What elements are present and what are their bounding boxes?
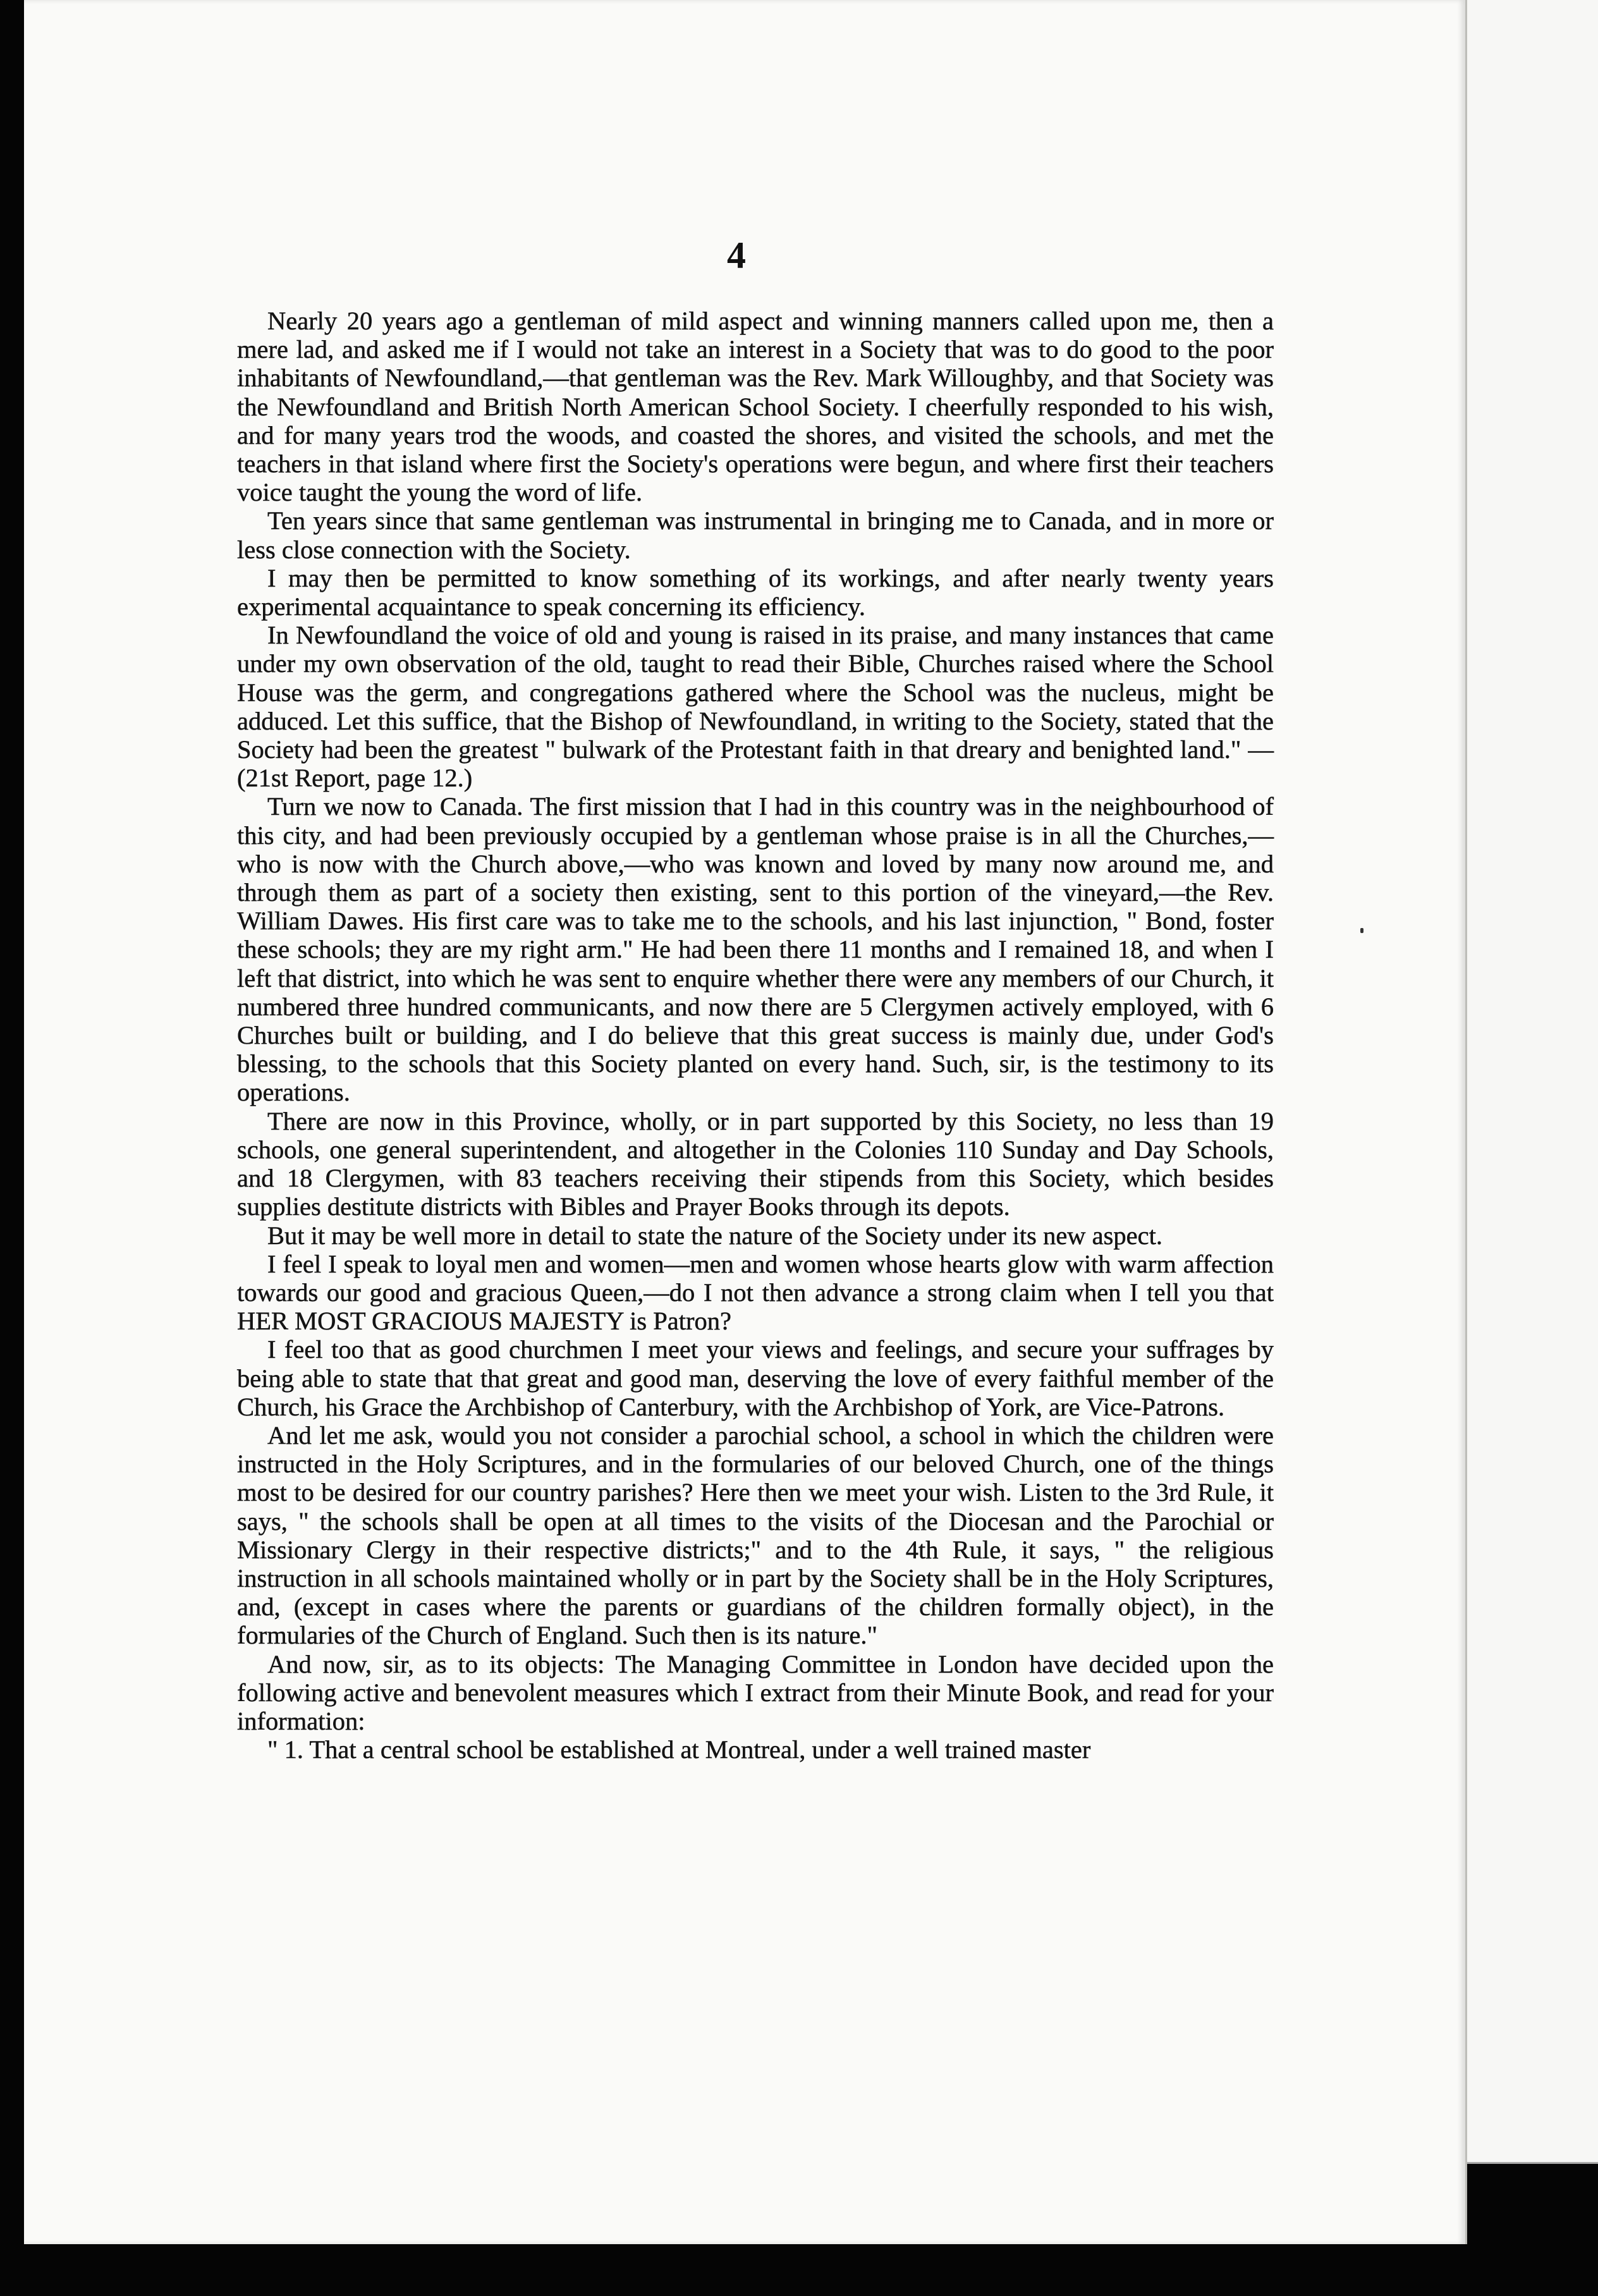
- paragraph: I may then be permitted to know something of its workings, and after nearly twenty years experimental acquaintance to speak concerning its efficiency.: [237, 563, 1274, 621]
- paragraph: " 1. That a central school be established at Montreal, under a well trained master: [267, 1735, 1091, 1764]
- paragraph: Ten years since that same gentleman was instrumental in bringing me to Canada, and in more or less close connection with the Society.: [237, 506, 1274, 564]
- paragraph: And let me ask, would you not consider a parochial school, a school in which the children were instructed in the Holy Scriptures, and in the formularies of our beloved Church, one of the things most to be desired for our country parishes? Here then we meet your wish. Listen to the 3rd Rule, it says, " the schools shall be open at all times to the visits of the Diocesan and the Parochial or Missionary Clergy in their respective districts;" and to the 4th Rule, it says, " the religious instruction in all schools maintained wholly or in part by the Society shall be in the Holy Scriptures, and, (except in cases where the parents or guardians of the children formally object), in the formularies of the Church of England. Such then is its nature.": [237, 1420, 1274, 1650]
- page-number: 4: [727, 235, 746, 276]
- paragraph: In Newfoundland the voice of old and young is raised in its praise, and many instances that came under my own observation of the old, taught to read their Bible, Churches raised where the School House was the germ, and congregations gathered where the School was the nucleus, might be adduced. Let this suffice, that the Bishop of Newfoundland, in writing to the Society, stated that the Society had been the greatest " bulwark of the Protestant faith in that dreary and benighted land." —(21st Report, page 12.): [237, 621, 1274, 793]
- print-speck: [1360, 928, 1363, 933]
- paragraph: Turn we now to Canada. The first mission that I had in this country was in the neighbourhood of this city, and had been previously occupied by a gentleman whose praise is in all the Churches,—who is now with the Church above,—who was known and loved by many now around me, and through them as part of a society then existing, sent to this portion of the vineyard,—the Rev. William Dawes. His first care was to take me to the schools, and his last injunction, " Bond, foster these schools; they are my right arm." He had been there 11 months and I remained 18, and when I left that district, into which he was sent to enquire whether there were any members of our Church, it numbered three hundred communicants, and now there are 5 Clergymen actively employed, with 6 Churches built or building, and I do believe that this great success is mainly due, under God's blessing, to the schools that this Society planted on every hand. Such, sir, is the testimony to its operations.: [237, 792, 1274, 1107]
- paragraph: Nearly 20 years ago a gentleman of mild aspect and winning manners called upon me, then a mere lad, and asked me if I would not take an interest in a Society that was to do good to the poor inhabitants of Newfoundland,—that gentleman was the Rev. Mark Willoughby, and that Society was the Newfoundland and British North American School Society. I cheerfully responded to his wish, and for many years trod the woods, and coasted the shores, and visited the schools, and met the teachers in that island where first the Society's operations were begun, and where first their teachers voice taught the young the word of life.: [237, 307, 1274, 507]
- facing-page-edge: [1449, 0, 1598, 2164]
- paragraph: I feel I speak to loyal men and women—men and women whose hearts glow with warm affection towards our good and gracious Queen,—do I not then advance a strong claim when I tell you that HER MOST GRACIOUS MAJESTY is Patron?: [237, 1249, 1274, 1336]
- paragraph: And now, sir, as to its objects: The Managing Committee in London have decided upon the following active and benevolent measures which I extract from their Minute Book, and read for your information:: [237, 1649, 1274, 1735]
- paragraph: I feel too that as good churchmen I meet your views and feelings, and secure your suffrages by being able to state that that great and good man, deserving the love of every faithful member of the Church, his Grace the Archbishop of Canterbury, with the Archbishop of York, are Vice-Patrons.: [237, 1335, 1274, 1421]
- paragraph: There are now in this Province, wholly, or in part supported by this Society, no less than 19 schools, one general superintendent, and altogether in the Colonies 110 Sunday and Day Schools, and 18 Clergymen, with 83 teachers receiving their stipends from this Society, which besides supplies destitute districts with Bibles and Prayer Books through its depots.: [237, 1106, 1274, 1221]
- body-text: [237, 307, 1274, 1764]
- paragraph: But it may be well more in detail to state the nature of the Society under its new aspect.: [267, 1221, 1162, 1250]
